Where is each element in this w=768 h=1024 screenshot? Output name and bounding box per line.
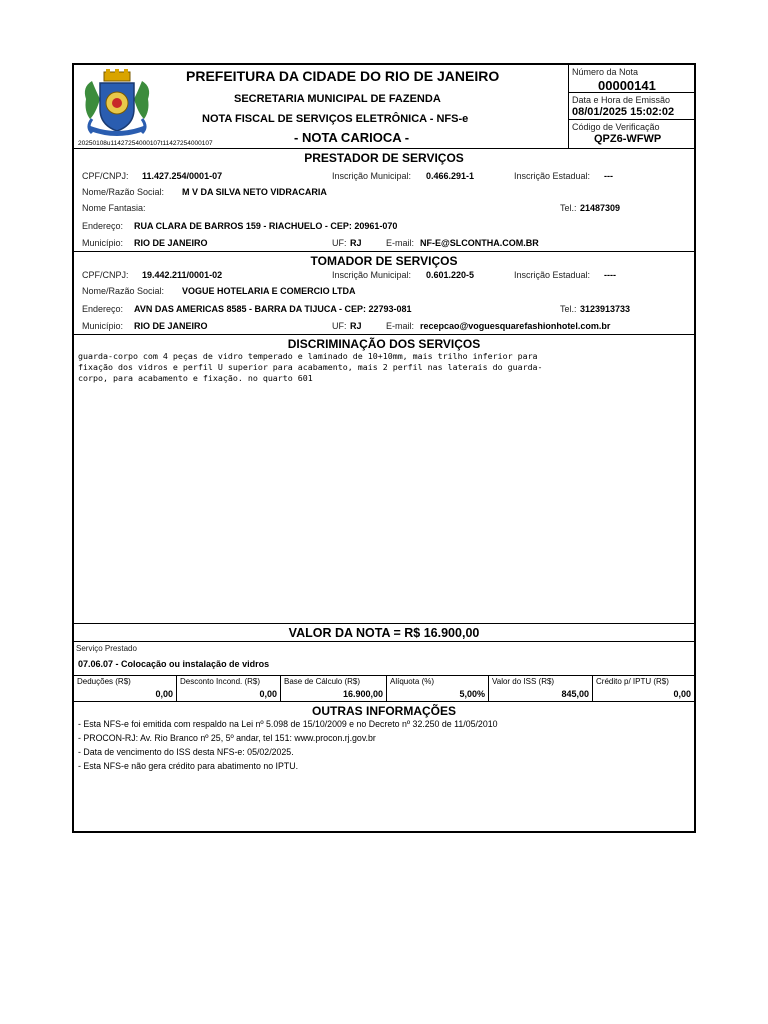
prestador-cnpj-label: CPF/CNPJ:: [82, 171, 129, 181]
right-box-line-1: [568, 92, 694, 93]
tax-cell: [386, 676, 488, 701]
header-doc-type: NOTA FISCAL DE SERVIÇOS ELETRÔNICA - NFS-e: [202, 113, 469, 125]
tax-cell: [488, 676, 592, 701]
discriminacao-bottom-line: [74, 623, 694, 624]
discriminacao-section-title: DISCRIMINAÇÃO DOS SERVIÇOS: [287, 337, 481, 351]
tomador-uf: RJ: [350, 321, 362, 331]
discriminacao-line-1: guarda-corpo com 4 peças de vidro temperado e laminado de 10+10mm, mais trilho inferior para: [78, 351, 538, 361]
numero-label: Número da Nota: [572, 67, 639, 77]
discriminacao-line-3: corpo, para acabamento e fixação. no quarto 601: [78, 373, 313, 383]
tomador-cnpj: 19.442.211/0001-02: [142, 270, 223, 280]
prestador-endereco-label: Endereço:: [82, 221, 124, 231]
tomador-tel-label: Tel.:: [560, 304, 577, 314]
outras-line-4: - Esta NFS-e não gera crédito para abatimento no IPTU.: [78, 761, 299, 771]
prestador-uf: RJ: [350, 238, 362, 248]
outras-line-3: - Data de vencimento do ISS desta NFS-e: 05/02/2025.: [78, 747, 294, 757]
tomador-email-label: E-mail:: [386, 321, 415, 331]
right-box-line-2: [568, 119, 694, 120]
prestador-municipio: RIO DE JANEIRO: [134, 238, 208, 248]
emissao-label: Data e Hora de Emissão: [572, 95, 671, 105]
tomador-municipio: RIO DE JANEIRO: [134, 321, 208, 331]
tomador-endereco-label: Endereço:: [82, 304, 124, 314]
tax-cell: [176, 676, 280, 701]
prestador-section-title: PRESTADOR DE SERVIÇOS: [304, 151, 464, 165]
tax-cell-label: Desconto Incond. (R$): [180, 677, 261, 686]
emissao-value: 08/01/2025 15:02:02: [572, 106, 675, 118]
barcode-text: 20250108u11427254000107t11427254000107: [78, 140, 213, 147]
tax-cell-label: Alíquota (%): [390, 677, 435, 686]
coat-of-arms-emblem: [78, 69, 156, 137]
outras-line-2: - PROCON-RJ: Av. Rio Branco nº 25, 5º andar, tel 151: www.procon.rj.gov.br: [78, 733, 376, 743]
prestador-tel-label: Tel.:: [560, 203, 577, 213]
servico-label: Serviço Prestado: [76, 644, 137, 653]
prestador-endereco: RUA CLARA DE BARROS 159 - RIACHUELO - CEP: 20961-070: [134, 221, 398, 231]
discriminacao-line-2: fixação dos vidros e perfil U superior para acabamento, mais 2 perfil nas laterais do guarda-: [78, 362, 543, 372]
prestador-email-label: E-mail:: [386, 238, 415, 248]
tomador-bottom-line: [74, 334, 694, 335]
prestador-nome-label: Nome/Razão Social:: [82, 187, 165, 197]
prestador-email: NF-E@SLCONTHA.COM.BR: [420, 238, 539, 248]
tax-table: [74, 676, 694, 701]
tomador-im: 0.601.220-5: [426, 270, 475, 280]
valor-nota: VALOR DA NOTA = R$ 16.900,00: [288, 626, 480, 640]
tax-cell-label: Deduções (R$): [77, 677, 131, 686]
prestador-im: 0.466.291-1: [426, 171, 475, 181]
tomador-endereco: AVN DAS AMERICAS 8585 - BARRA DA TIJUCA - CEP: 22793-081: [134, 304, 412, 314]
header-nota-carioca: - NOTA CARIOCA -: [294, 130, 410, 145]
tax-cell-value: 16.900,00: [342, 689, 383, 699]
valor-bottom-line: [74, 641, 694, 642]
tax-cell-label: Valor do ISS (R$): [492, 677, 555, 686]
prestador-fantasia-label: Nome Fantasia:: [82, 203, 146, 213]
tax-cell: [592, 676, 694, 701]
verificacao-label: Código de Verificação: [572, 122, 660, 132]
tomador-cnpj-label: CPF/CNPJ:: [82, 270, 129, 280]
prestador-municipio-label: Município:: [82, 238, 124, 248]
tax-cell-value: 0,00: [259, 689, 277, 699]
tax-cell-value: 0,00: [155, 689, 173, 699]
numero-nota: 00000141: [598, 78, 656, 93]
prestador-uf-label: UF:: [332, 238, 347, 248]
prestador-cnpj: 11.427.254/0001-07: [142, 171, 223, 181]
outras-section-title: OUTRAS INFORMAÇÕES: [312, 704, 456, 718]
prestador-bottom-line: [74, 251, 694, 252]
tomador-tel: 3123913733: [580, 304, 631, 314]
tomador-nome: VOGUE HOTELARIA E COMERCIO LTDA: [182, 286, 356, 296]
prestador-ie-label: Inscrição Estadual:: [514, 171, 591, 181]
header-bottom-line: [74, 148, 694, 149]
outras-line-1: - Esta NFS-e foi emitida com respaldo na Lei nº 5.098 de 15/10/2009 e no Decreto nº 32.250 de 11/05/2010: [78, 719, 498, 729]
prestador-nome: M V DA SILVA NETO VIDRACARIA: [182, 187, 327, 197]
tax-cell-label: Base de Cálculo (R$): [284, 677, 361, 686]
verificacao-value: QPZ6-WFWP: [594, 133, 662, 145]
prestador-im-label: Inscrição Municipal:: [332, 171, 412, 181]
prestador-ie: ---: [604, 171, 613, 181]
tomador-nome-label: Nome/Razão Social:: [82, 286, 165, 296]
tax-bottom-line: [74, 701, 694, 702]
tax-cell-value: 0,00: [673, 689, 691, 699]
tax-cell: [280, 676, 386, 701]
tomador-municipio-label: Município:: [82, 321, 124, 331]
tomador-ie-label: Inscrição Estadual:: [514, 270, 591, 280]
tomador-ie: ----: [604, 270, 616, 280]
servico-value: 07.06.07 - Colocação ou instalação de vidros: [78, 659, 270, 669]
header-title: PREFEITURA DA CIDADE DO RIO DE JANEIRO: [186, 68, 500, 84]
right-box-divider: [568, 65, 569, 148]
nfse-document: [72, 63, 696, 833]
tomador-email: recepcao@voguesquarefashionhotel.com.br: [420, 321, 611, 331]
tax-cell-label: Crédito p/ IPTU (R$): [596, 677, 669, 686]
tomador-uf-label: UF:: [332, 321, 347, 331]
tomador-im-label: Inscrição Municipal:: [332, 270, 412, 280]
prestador-tel: 21487309: [580, 203, 621, 213]
header-secretaria: SECRETARIA MUNICIPAL DE FAZENDA: [234, 93, 441, 105]
tomador-section-title: TOMADOR DE SERVIÇOS: [310, 254, 458, 268]
tax-cell-value: 845,00: [561, 689, 589, 699]
tax-cell: [74, 676, 176, 701]
tax-cell-value: 5,00%: [459, 689, 485, 699]
